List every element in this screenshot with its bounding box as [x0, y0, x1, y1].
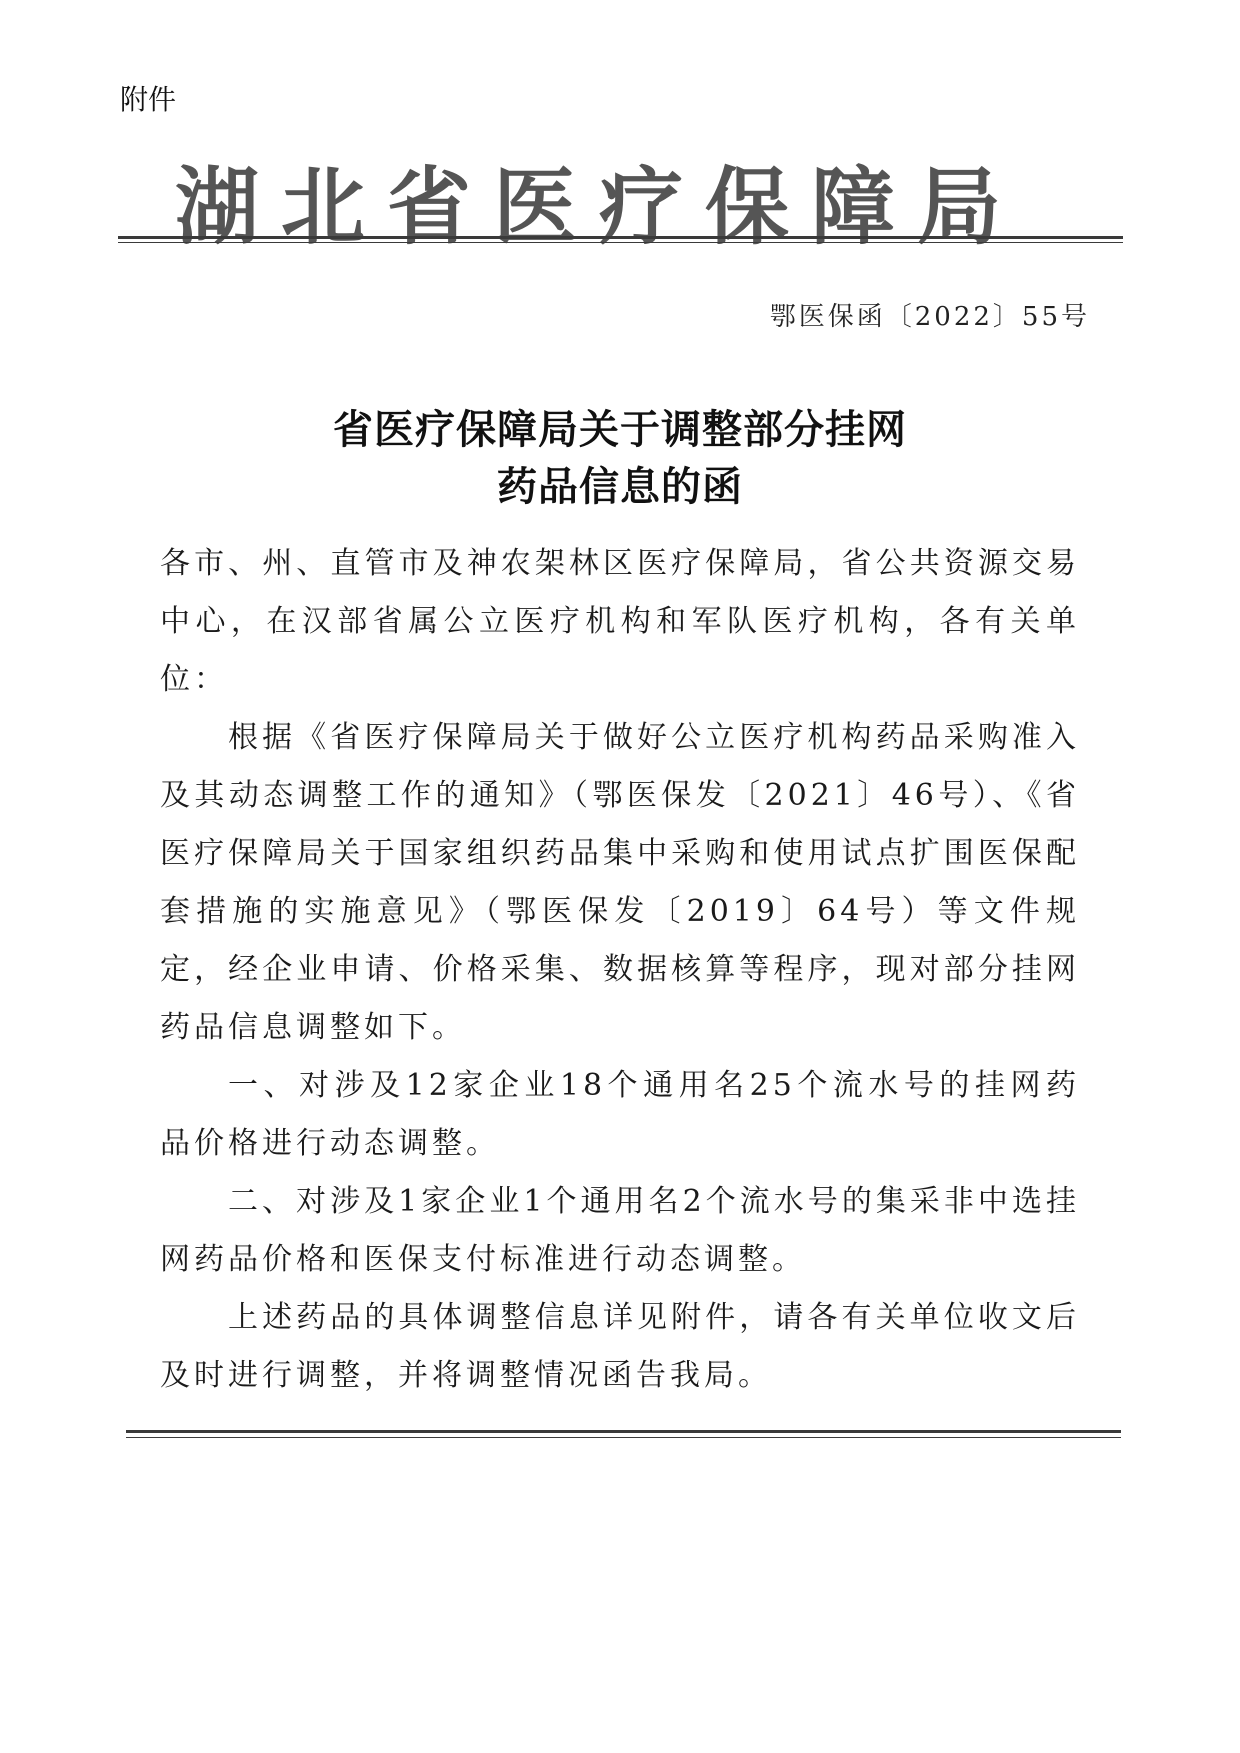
document-title-line-1: 省医疗保障局关于调整部分挂网: [333, 406, 907, 453]
footer-rule-thin: [126, 1437, 1121, 1438]
paragraph-basis: 根据《省医疗保障局关于做好公立医疗机构药品采购准入及其动态调整工作的通知》（鄂医保发〔2021〕46号）、《省医疗保障局关于国家组织药品集中采购和使用试点扩围医保配套措施的实施意见》（鄂医保发〔2019〕64号）等文件规定，经企业申请、价格采集、数据核算等程序，现对部分挂网药品信息调整如下。: [160, 720, 1080, 1045]
header-rule-thin: [118, 242, 1123, 243]
paragraph-item-one: 一、对涉及12家企业18个通用名25个流水号的挂网药品价格进行动态调整。: [160, 1068, 1080, 1161]
agency-header: 湖北省医疗保障局: [175, 158, 1024, 256]
header-rule-thick: [118, 236, 1123, 239]
document-body: [160, 535, 1080, 1405]
document-title-line-2: 药品信息的函: [497, 463, 743, 510]
paragraph-item-two: 二、对涉及1家企业1个通用名2个流水号的集采非中选挂网药品价格和医保支付标准进行动态调整。: [160, 1184, 1080, 1277]
document-number: 鄂医保函〔2022〕55号: [769, 302, 1090, 332]
paragraph-closing: 上述药品的具体调整信息详见附件，请各有关单位收文后及时进行调整，并将调整情况函告我局。: [160, 1300, 1080, 1393]
footer-rule-thick: [126, 1430, 1121, 1433]
salutation: 各市、州、直管市及神农架林区医疗保障局，省公共资源交易中心，在汉部省属公立医疗机构和军队医疗机构，各有关单位：: [160, 546, 1080, 697]
attachment-label: 附件: [120, 83, 177, 116]
